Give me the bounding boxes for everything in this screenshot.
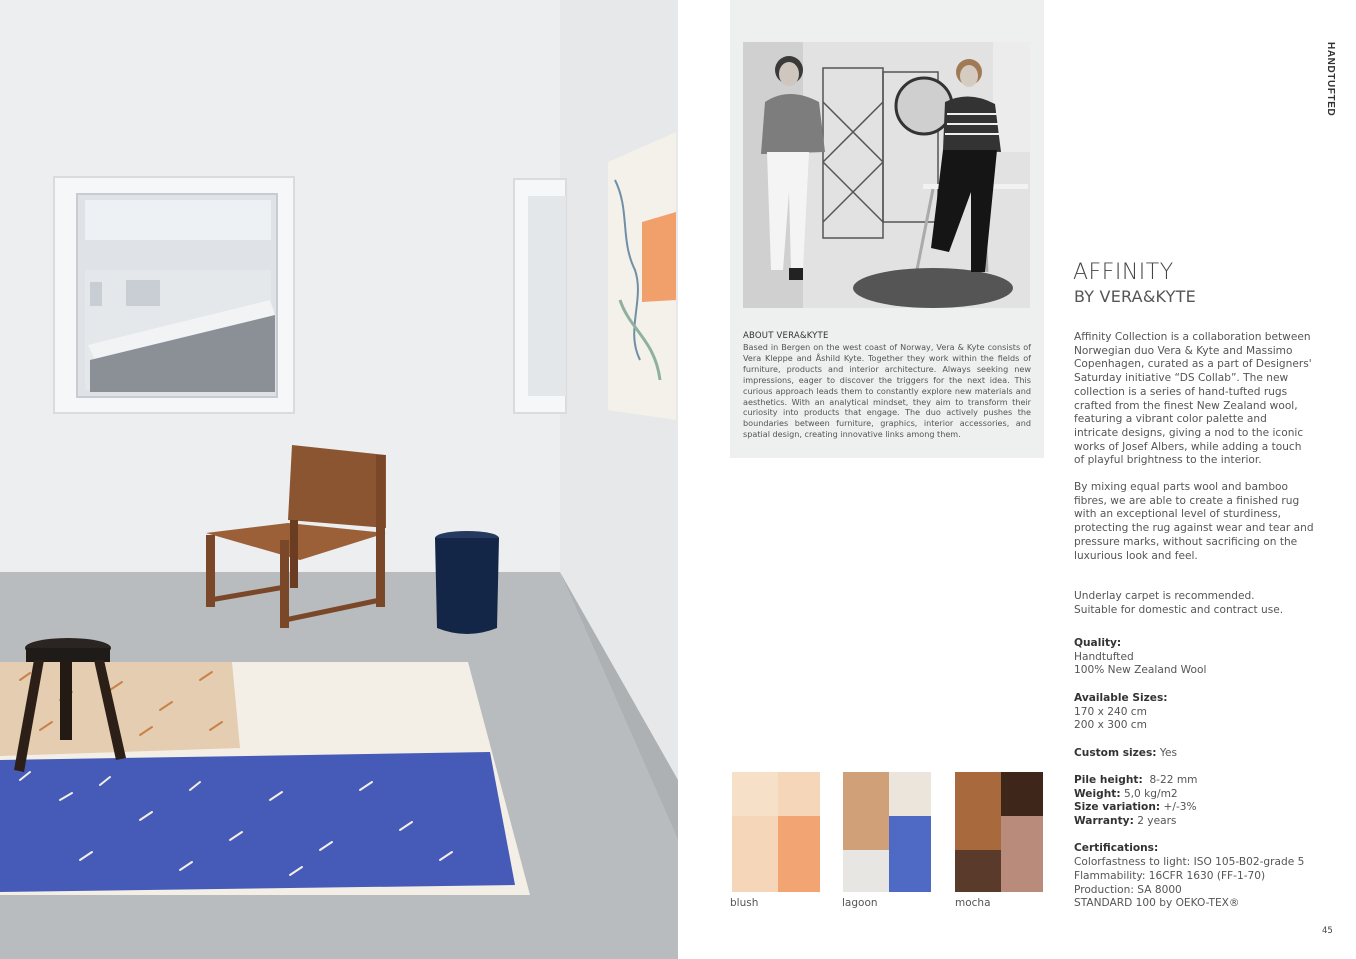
designers-portrait xyxy=(743,42,1030,308)
product-title: AFFINITY xyxy=(1073,260,1174,285)
size-variation-label: Size variation: xyxy=(1074,801,1161,814)
swatch-lagoon xyxy=(843,772,931,892)
sizes-label: Available Sizes: xyxy=(1074,691,1168,704)
swatch-blush xyxy=(732,772,820,892)
swatch-lagoon-image xyxy=(843,772,931,892)
swatch-label-mocha: mocha xyxy=(955,897,991,909)
quality-label: Quality: xyxy=(1074,637,1122,649)
custom-sizes-value: Yes xyxy=(1159,746,1178,759)
swatch-mocha-image xyxy=(955,772,1043,892)
pile-height-value: 8-22 mm xyxy=(1149,773,1198,786)
portrait-illustration xyxy=(743,42,1030,308)
spec-list xyxy=(1074,637,1344,925)
custom-sizes-group xyxy=(1074,747,1344,761)
product-designer: BY VERA&KYTE xyxy=(1074,287,1196,306)
weight-value: 5,0 kg/m2 xyxy=(1123,787,1178,800)
pile-height-label: Pile height: xyxy=(1074,773,1143,786)
quality-line: Handtufted xyxy=(1074,650,1134,663)
page-number: 45 xyxy=(1322,926,1333,936)
size-item: 200 x 300 cm xyxy=(1074,719,1147,732)
certification-item: Colorfastness to light: ISO 105-B02-grade 5 xyxy=(1074,856,1305,869)
size-item: 170 x 240 cm xyxy=(1074,705,1147,718)
weight-label: Weight: xyxy=(1074,787,1121,800)
sizes-group xyxy=(1074,692,1344,733)
description-paragraph: Affinity Collection is a collaboration between Norwegian duo Vera & Kyte and Massimo Copenhagen, curated as a part of Designers' Saturday initiative “DS Collab”. The new collection is a series of hand-tufted rugs crafted from the finest New Zealand wool, featuring a vibrant color palette and intricate designs, giving a nod to the iconic works of Josef Albers, while adding a touch of playful brightness to the interior. xyxy=(1074,331,1312,467)
certifications-group xyxy=(1074,842,1344,911)
material-paragraph: By mixing equal parts wool and bamboo fibres, we are able to create a finished rug with an exceptional level of sturdiness, protecting the rug against wear and tear and pressure marks, without sacrificing on the luxurious look and feel. xyxy=(1074,481,1314,562)
about-text: Based in Bergen on the west coast of Norway, Vera & Kyte consists of Vera Kleppe and Åshild Kyte. Together they work within the fields of furniture, products and interior architecture. Always seeking new impressions, eager to discover the triggers for the next idea. This curious approach leads them to constantly explore new materials and aesthetics. With an analytical mindset, they aim to transform their curiosity into products that engage. The duo actively pushes the boundaries between furniture, graphics, interior accessories, and spatial design, creating innovative links among them. xyxy=(743,342,1031,440)
certification-item: Production: SA 8000 xyxy=(1074,883,1182,896)
swatch-label-lagoon: lagoon xyxy=(842,897,878,909)
physical-specs-group xyxy=(1074,774,1344,829)
swatch-label-blush: blush xyxy=(730,897,759,909)
swatch-mocha xyxy=(955,772,1043,892)
warranty-value: 2 years xyxy=(1137,815,1177,828)
certification-item: Flammability: 16CFR 1630 (FF-1-70) xyxy=(1074,869,1266,882)
about-heading: ABOUT VERA&KYTE xyxy=(743,331,829,341)
section-side-label: HANDTUFTED xyxy=(1325,42,1336,117)
quality-line: 100% New Zealand Wool xyxy=(1074,664,1207,677)
custom-sizes-label: Custom sizes: xyxy=(1074,746,1157,759)
quality-group xyxy=(1074,637,1344,678)
warranty-label: Warranty: xyxy=(1074,815,1134,828)
certification-item: STANDARD 100 by OEKO-TEX® xyxy=(1074,897,1240,910)
certifications-label: Certifications: xyxy=(1074,842,1159,855)
swatch-blush-image xyxy=(732,772,820,892)
size-variation-value: +/-3% xyxy=(1163,801,1197,814)
usage-paragraph: Underlay carpet is recommended. Suitable for domestic and contract use. xyxy=(1074,590,1284,616)
